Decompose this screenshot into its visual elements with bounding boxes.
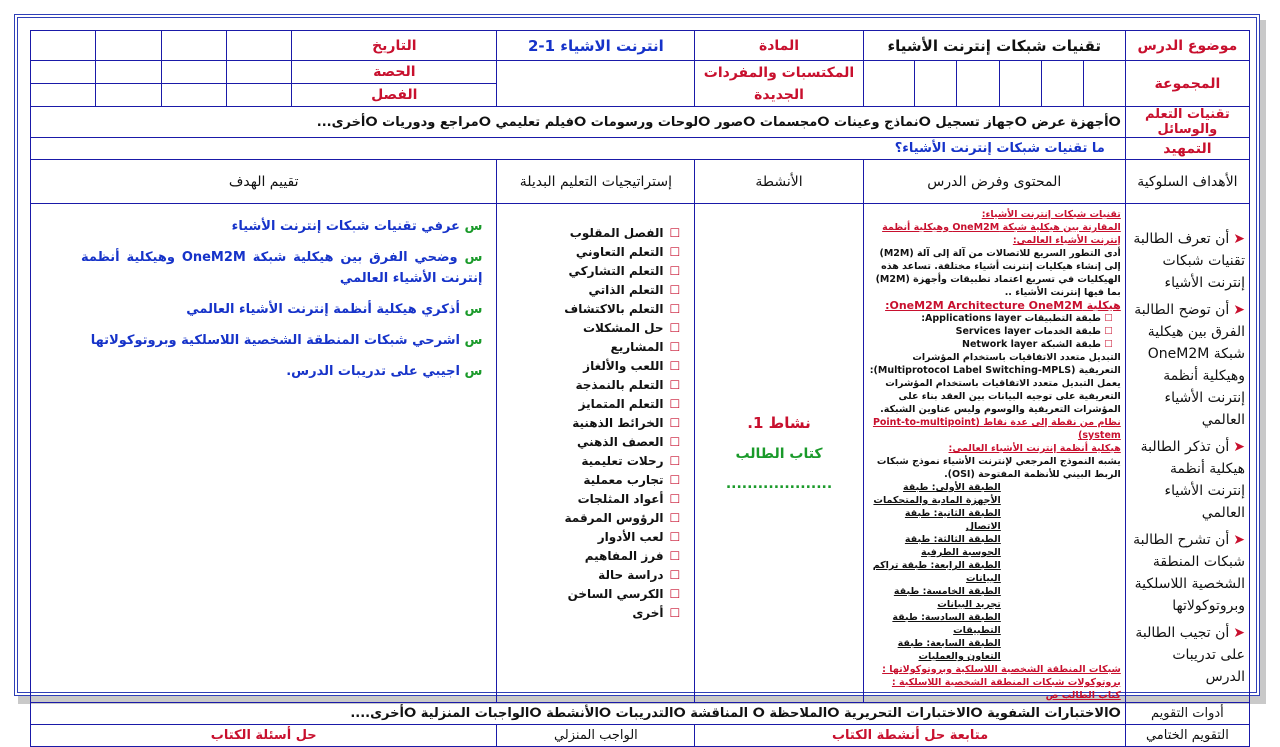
content-line: نظام من نقطة إلى عدة نقاط (Point-to-multipoint system): [872, 417, 1121, 441]
content-line: المقارنة بين هيكلية شبكة OneM2M وهيكلية أنظمة إنترنت الأشياء العالمي:: [882, 222, 1121, 246]
intro-label: التمهيد: [1125, 138, 1249, 160]
date-cell-3[interactable]: [96, 31, 161, 61]
class-cell-4[interactable]: [31, 84, 96, 107]
class-cell-1[interactable]: [226, 84, 291, 107]
tools-label: تقنيات التعلم والوسائل: [1125, 107, 1249, 138]
class-label: الفصل: [292, 84, 497, 107]
layer-item: الطبقة الرابعة: طبقة تراكم البيانات: [872, 560, 1001, 584]
group-cell-2[interactable]: [1041, 61, 1083, 107]
strategy-item[interactable]: ☐ تجارب معملية: [501, 471, 680, 490]
strategy-item[interactable]: ☐ فرز المفاهيم: [501, 547, 680, 566]
date-cell-4[interactable]: [31, 31, 96, 61]
homework-label: الواجب المنزلي: [497, 725, 695, 747]
period-cell-2[interactable]: [161, 61, 226, 84]
content-line: طبقة التطبيقات Applications layer:: [921, 313, 1101, 324]
strategy-item[interactable]: ☐ اللعب والألغاز: [501, 357, 680, 376]
strategy-item[interactable]: ☐ الفصل المقلوب: [501, 224, 680, 243]
objective-item: ➤أن تذكر الطالبة هيكلية أنظمة إنترنت الأشياء العالمي: [1140, 439, 1245, 521]
strategy-item[interactable]: ☐ التعلم التعاوني: [501, 243, 680, 262]
intro-text: ما تقنيات شبكات إنترنت الأشياء؟: [31, 138, 1126, 160]
strategy-item[interactable]: ☐ التعلم المتمايز: [501, 395, 680, 414]
strategy-item[interactable]: ☐ رحلات تعليمية: [501, 452, 680, 471]
activity-dots: ....................: [725, 476, 833, 492]
content-line: بروتوكولات شبكات المنطقة الشخصية اللاسلكية : كتاب الطالب ص: [891, 677, 1121, 701]
evaluation-item: س اجيبي على تدريبات الدرس.: [286, 364, 483, 379]
activity-book: كتاب الطالب: [735, 446, 823, 462]
strategy-item[interactable]: ☐ الكرسي الساخن: [501, 585, 680, 604]
period-cell-4[interactable]: [31, 61, 96, 84]
content-cell: [863, 204, 1125, 703]
content-line: أدى التطور السريع للاتصالات من آلة إلى آلة (M2M) إلى إنشاء هيكليات إنترنت أشياء مختلفة. تساعد هذه الهيكليات في تسريع اعتماد تطبيقات وأجهزة (M2M) بما فيها إنترنت الأشياء ..: [875, 248, 1121, 298]
period-cell-1[interactable]: [226, 61, 291, 84]
closing-label: التقويم الختامي: [1125, 725, 1249, 747]
objective-item: ➤أن تشرح الطالبة شبكات المنطقة الشخصية اللاسلكية وبروتوكولاتها: [1133, 532, 1245, 614]
subject-label: المادة: [695, 31, 863, 61]
layer-item: الطبقة الثالثة: طبقة الحوسبة الطرفية: [904, 534, 1001, 558]
subject-value: انترنت الاشياء 1-2: [497, 31, 695, 61]
layer-item: الطبقة الثانية: طبقة الاتصال: [904, 508, 1001, 532]
objective-item: ➤أن توضح الطالبة الفرق بين هيكلية شبكة OneM2M وهيكلية أنظمة إنترنت الأشياء العالمي: [1134, 302, 1245, 428]
strategy-item[interactable]: ☐ لعب الأدوار: [501, 528, 680, 547]
activity-title: نشاط 1.: [747, 414, 811, 432]
closing-follow: متابعة حل أنشطة الكتاب: [695, 725, 1125, 747]
lesson-plan-table: [30, 30, 1250, 747]
strategy-item[interactable]: ☐ الرؤوس المرقمة: [501, 509, 680, 528]
objective-item: ➤أن تعرف الطالبة تقنيات شبكات إنترنت الأشياء: [1133, 231, 1245, 291]
strategy-item[interactable]: ☐ العصف الذهني: [501, 433, 680, 452]
tools-options[interactable]: ⵔأجهزة عرض ⵔجهاز تسجيل ⵔنماذج وعينات ⵔمجسمات ⵔصور ⵔلوحات ورسومات ⵔفيلم تعليمي ⵔمراجع ودوريات ⵔأخرى...: [31, 107, 1126, 138]
strategy-item[interactable]: ☐ حل المشكلات: [501, 319, 680, 338]
col-activities: الأنشطة: [695, 160, 863, 204]
evaluation-item: س عرفي تقنيات شبكات إنترنت الأشياء: [231, 219, 483, 234]
content-line: تقنيات شبكات إنترنت الأشياء:: [981, 209, 1121, 220]
strategies-cell: [497, 204, 695, 703]
group-cell-4[interactable]: [957, 61, 999, 107]
evaluation-item: س وضحي الفرق بين هيكلية شبكة OneM2M وهيكلية أنظمة إنترنت الأشياء العالمي: [81, 250, 483, 286]
col-objectives: الأهداف السلوكية: [1125, 160, 1249, 204]
evaluation-item: س أذكري هيكلية أنظمة إنترنت الأشياء العالمي: [186, 302, 483, 317]
strategy-item[interactable]: ☐ دراسة حالة: [501, 566, 680, 585]
layers-list: [868, 481, 1121, 663]
strategy-item[interactable]: ☐ أعواد المثلجات: [501, 490, 680, 509]
objectives-cell: [1125, 204, 1249, 703]
strategy-item[interactable]: ☐ الخرائط الذهنية: [501, 414, 680, 433]
content-line: هيكلية أنظمة إنترنت الأشياء العالمي:: [948, 443, 1121, 454]
evaluation-item: س اشرحي شبكات المنطقة الشخصية اللاسلكية وبروتوكولاتها: [90, 333, 483, 348]
col-content: المحتوى وفرض الدرس: [863, 160, 1125, 204]
content-line: شبكات المنطقة الشخصية اللاسلكية وبروتوكولاتها :: [882, 664, 1121, 675]
vocab-label: المكتسبات والمفردات الجديدة: [695, 61, 863, 107]
layer-item: الطبقة السابعة: طبقة التعاون والعمليات: [897, 638, 1001, 662]
layer-item: الطبقة السادسة: طبقة التطبيقات: [892, 612, 1001, 636]
page-shadow-right: [1260, 20, 1266, 704]
class-cell-2[interactable]: [161, 84, 226, 107]
topic-value: تقنيات شبكات إنترنت الأشياء: [863, 31, 1125, 61]
strategies-list: [501, 224, 680, 623]
strategy-item[interactable]: ☐ التعلم التشاركي: [501, 262, 680, 281]
activities-cell: [695, 204, 863, 703]
group-cell-1[interactable]: [1083, 61, 1125, 107]
date-label: التاريخ: [292, 31, 497, 61]
period-label: الحصة: [292, 61, 497, 84]
vocab-value[interactable]: [497, 61, 695, 107]
assessment-items[interactable]: ⵔالاختبارات الشفوية ⵔالاختبارات التحريرية ⵔالملاحظة ⵔ المناقشة ⵔالتدريبات ⵔالأنشطة ⵔالواجبات المنزلية ⵔأخرى....: [31, 703, 1126, 725]
group-label: المجموعة: [1125, 61, 1249, 107]
col-strategies: إستراتيجيات التعليم البديلة: [497, 160, 695, 204]
content-line: يشبه النموذج المرجعي لإنترنت الأشياء نموذج شبكات الربط البيني للأنظمة المفتوحة (OSI).: [876, 456, 1121, 480]
strategy-item[interactable]: ☐ التعلم الذاتي: [501, 281, 680, 300]
layer-item: الطبقة الخامسة: طبقة تجريد البيانات: [893, 586, 1001, 610]
group-cell-6[interactable]: [863, 61, 915, 107]
date-cell-2[interactable]: [161, 31, 226, 61]
layer-item: الطبقة الأولى: طبقة الأجهزة المادية والمتحكمات: [873, 482, 1001, 506]
content-line: هيكلية OneM2M Architecture OneM2M:: [885, 299, 1121, 312]
content-line: طبقة الخدمات Services layer: [955, 326, 1101, 337]
objective-item: ➤أن تجيب الطالبة على تدريبات الدرس: [1135, 625, 1245, 685]
content-body: تقنيات شبكات إنترنت الأشياء: المقارنة بين هيكلية شبكة OneM2M وهيكلية أنظمة إنترنت الأشياء العالمي: أدى التطور السريع للاتصالات من آلة إلى آلة (M2M) إلى إنشاء هيكليات إنترنت أشياء مختلفة. تساعد هذه الهيكليات في تسريع اعتماد تطبيقات وأجهزة (M2M) بما فيها إنترنت الأشياء .. هيكلية OneM2M Architecture OneM2M: ☐ طبقة التطبيقات Applications layer: ☐ طبقة الخدمات Services layer ☐ طبقة الشبكة Network layer التبديل متعدد الاتفاقيات باستخدام المؤشرات التعريفية (Multiprotocol Label Switching-MPLS): يعمل التبديل متعدد الاتفاقيات باستخدام المؤشرات التعريفية على توجيه البيانات بين العقد بناء على المؤشرات التعريفية والوسوم وليس عناوين الشبكة. نظام من نقطة إلى عدة نقاط (Point-to-multipoint system) هيكلية أنظمة إنترنت الأشياء العالمي: يشبه النموذج المرجعي لإنترنت الأشياء نموذج شبكات الربط البيني للأنظمة المفتوحة (OSI). الطبقة الأولى: طبقة الأجهزة المادية والمتحكمات الطبقة الثانية: طبقة الاتصال الطبقة الثالثة: طبقة الحوسبة الطرفية الطبقة الرابعة: طبقة تراكم البيانات الطبقة الخامسة: طبقة تجريد البيانات الطبقة السادسة: طبقة التطبيقات الطبقة السابعة: طبقة التعاون والعمليات شبكات المنطقة الشخصية اللاسلكية وبروتوكولاتها : بروتوكولات شبكات المنطقة الشخصية اللاسلكية : كتاب الطالب ص: [869, 209, 1121, 701]
col-evaluation: تقييم الهدف: [31, 160, 497, 204]
strategy-item[interactable]: ☐ التعلم بالاكتشاف: [501, 300, 680, 319]
group-cell-5[interactable]: [915, 61, 957, 107]
objectives-list: [1130, 228, 1245, 688]
content-line: طبقة الشبكة Network layer: [962, 339, 1101, 350]
strategy-item[interactable]: ☐ أخرى: [501, 604, 680, 623]
content-line: التبديل متعدد الاتفاقيات باستخدام المؤشرات التعريفية (Multiprotocol Label Switching-MPLS): يعمل التبديل متعدد الاتفاقيات باستخدام المؤشرات التعريفية على توجيه البيانات بين العقد بناء على المؤشرات التعريفية والوسوم وليس عناوين الشبكة.: [869, 352, 1121, 415]
strategy-item[interactable]: ☐ المشاريع: [501, 338, 680, 357]
strategy-item[interactable]: ☐ التعلم بالنمذجة: [501, 376, 680, 395]
topic-label: موضوع الدرس: [1125, 31, 1249, 61]
tools-items: أجهزة عرض ⵔجهاز تسجيل ⵔنماذج وعينات ⵔمجسمات ⵔصور ⵔلوحات ورسومات ⵔفيلم تعليمي ⵔمراجع ودوريات ⵔأخرى...: [316, 114, 1109, 130]
date-cell-1[interactable]: [226, 31, 291, 61]
class-cell-3[interactable]: [96, 84, 161, 107]
period-cell-3[interactable]: [96, 61, 161, 84]
evaluation-list: [81, 216, 482, 382]
group-cell-3[interactable]: [999, 61, 1041, 107]
homework-value: حل أسئلة الكتاب: [31, 725, 497, 747]
assessment-label: أدوات التقويم: [1125, 703, 1249, 725]
evaluation-cell: [31, 204, 497, 703]
